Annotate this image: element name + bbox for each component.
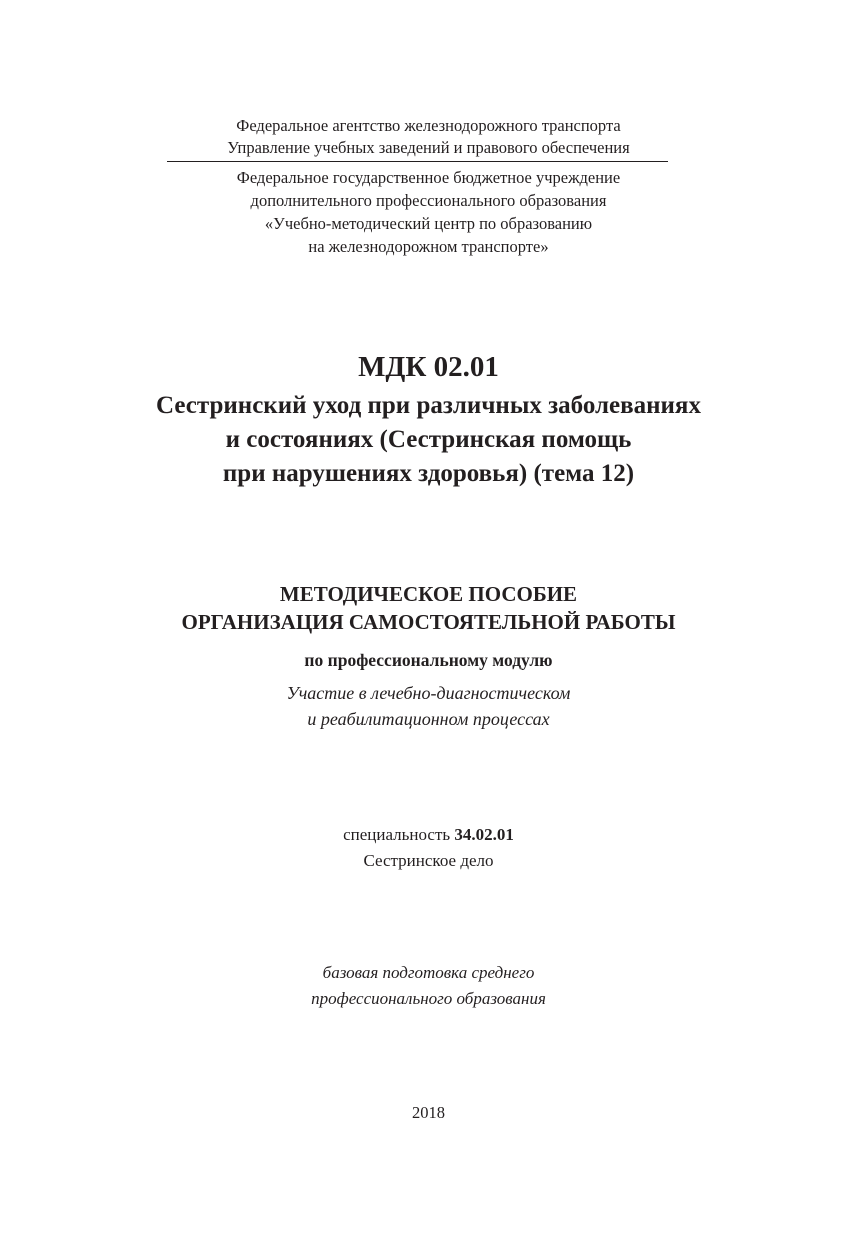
education-level xyxy=(0,960,857,1012)
institution-block xyxy=(0,166,857,258)
specialty-block xyxy=(0,822,857,874)
specialty-name: Сестринское дело xyxy=(363,851,494,870)
course-title-line: и состояниях (Сестринская помощь xyxy=(225,426,632,453)
institution-line: «Учебно-методический центр по образованию xyxy=(264,214,593,233)
specialty-code-line xyxy=(0,822,857,848)
agency-block xyxy=(0,115,857,159)
agency-name: Федеральное агентство железнодорожного транспорта xyxy=(236,116,621,135)
institution-line: Федеральное государственное бюджетное учреждение xyxy=(236,168,621,187)
module-name-line: и реабилитационном процессах xyxy=(307,709,550,729)
document-type-line: МЕТОДИЧЕСКОЕ ПОСОБИЕ xyxy=(279,582,578,606)
course-code: МДК 02.01 xyxy=(358,351,499,383)
institution-line: дополнительного профессионального образования xyxy=(250,191,607,210)
course-title-line: Сестринский уход при различных заболеваниях xyxy=(156,392,701,419)
institution-line: на железнодорожном транспорте» xyxy=(308,237,549,256)
module-intro: по профессиональному модулю xyxy=(304,650,553,670)
publication-year: 2018 xyxy=(412,1103,445,1122)
education-level-line: базовая подготовка среднего xyxy=(322,963,535,982)
course-title-line: при нарушениях здоровья) (тема 12) xyxy=(222,460,635,487)
module-name-line: Участие в лечебно-диагностическом xyxy=(286,683,571,703)
document-type xyxy=(0,580,857,636)
header-divider xyxy=(167,161,668,162)
specialty-code: 34.02.01 xyxy=(454,825,514,844)
department-name: Управление учебных заведений и правового обеспечения xyxy=(227,138,630,157)
course-title xyxy=(0,389,857,491)
document-type-line: ОРГАНИЗАЦИЯ САМОСТОЯТЕЛЬНОЙ РАБОТЫ xyxy=(181,610,676,634)
module-name xyxy=(0,680,857,732)
specialty-label: специальность xyxy=(343,825,455,844)
education-level-line: профессионального образования xyxy=(311,989,546,1008)
